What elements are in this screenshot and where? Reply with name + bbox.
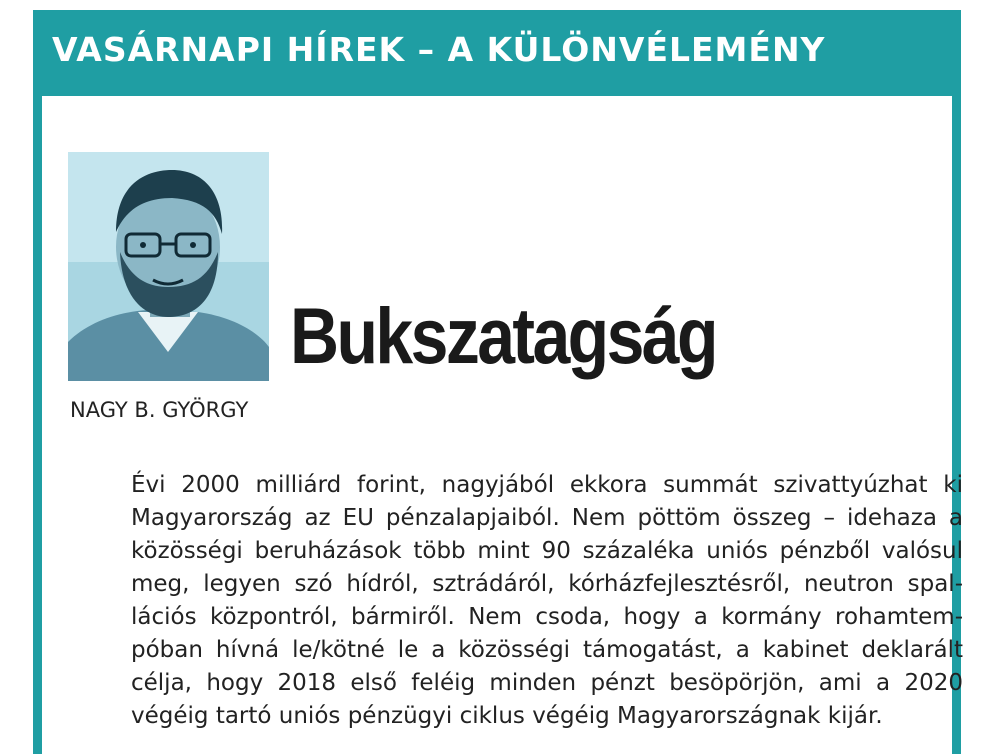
article-headline: Bukszatagság	[290, 291, 716, 380]
body-line: meg, legyen szó hídról, sztrádáról, kórházfejlesztésről, neutron spal-	[131, 571, 963, 597]
body-line: Évi 2000 milliárd forint, nagyjából ekkora summát szivattyúzhat ki	[131, 472, 963, 498]
author-name: NAGY B. GYÖRGY	[70, 398, 249, 422]
body-line: póban hívná le/kötné le a közösségi támogatást, a kabinet deklarált	[131, 637, 963, 663]
body-line: közösségi beruházások több mint 90 százaléka uniós pénzből valósul	[131, 538, 963, 564]
body-line: lációs központról, bármiről. Nem csoda, hogy a kormány rohamtem-	[131, 604, 963, 630]
body-line: célja, hogy 2018 első feléig minden pénzt besöpörjön, ami a 2020	[131, 670, 963, 696]
article-body	[131, 469, 963, 733]
author-portrait-image	[68, 152, 269, 381]
author-photo	[68, 152, 269, 381]
column-title: VASÁRNAPI HÍREK – A KÜLÖNVÉLEMÉNY	[52, 30, 826, 69]
body-line: Magyarország az EU pénzalapjaiból. Nem pöttöm összeg – idehaza a	[131, 505, 963, 531]
body-line: végéig tartó uniós pénzügyi ciklus végéig Magyarországnak kijár.	[131, 703, 883, 729]
